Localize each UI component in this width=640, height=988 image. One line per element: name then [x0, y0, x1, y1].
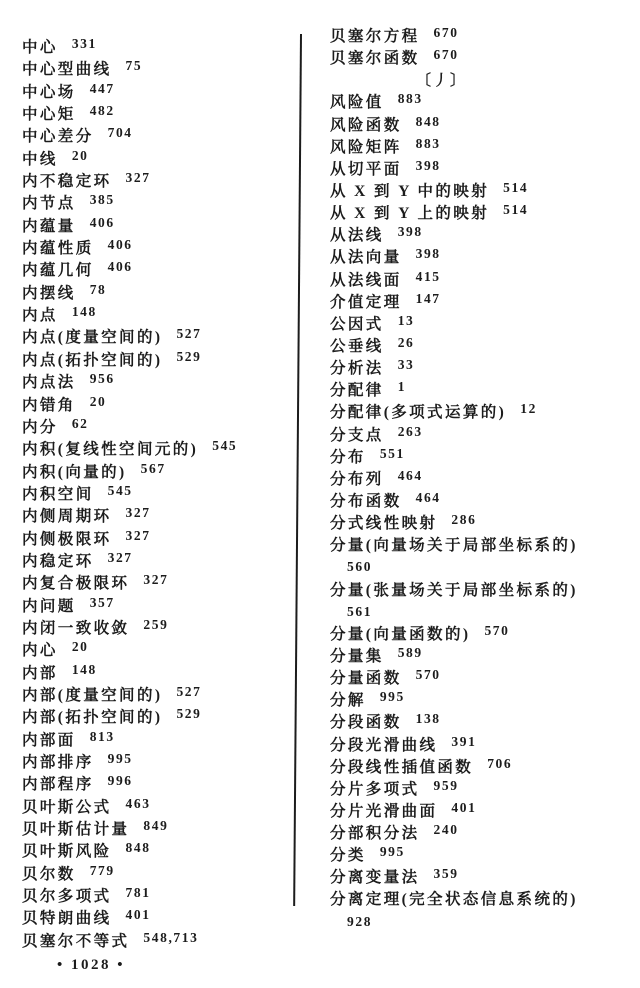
index-entry [330, 580, 634, 602]
entry-page-number: 286 [451, 512, 477, 528]
entry-term: 分布列 [330, 470, 384, 488]
entry-term: 分量函数 [330, 670, 402, 688]
entry-term: 风险值 [330, 94, 384, 112]
entry-page-number: 385 [89, 192, 115, 208]
index-entry [330, 292, 634, 314]
index-entry [22, 372, 298, 394]
index-entry [22, 618, 298, 640]
index-entry [22, 216, 298, 238]
entry-term: 贝塞尔函数 [330, 50, 420, 68]
entry-term: 内部 [22, 664, 58, 682]
entry-page-number: 391 [451, 733, 477, 749]
entry-page-number: 331 [71, 36, 97, 51]
entry-page-number: 327 [107, 549, 133, 565]
entry-term: 内复合极限环 [22, 575, 130, 593]
entry-page-number: 928 [347, 913, 373, 929]
index-entry [22, 663, 298, 685]
index-entry [22, 171, 298, 193]
entry-term: 内部(度量空间的) [22, 686, 163, 704]
entry-page-number: 959 [433, 777, 459, 793]
entry-term: 贝叶斯估计量 [22, 821, 130, 839]
entry-term: 内部排序 [22, 754, 94, 771]
index-entry [330, 270, 634, 292]
entry-term: 中心型曲线 [22, 61, 112, 79]
index-entry [330, 203, 634, 225]
entry-page-number: 148 [71, 661, 97, 677]
entry-term: 内点(度量空间的) [22, 329, 163, 347]
entry-term: 贝特朗曲线 [22, 910, 112, 928]
entry-term: 中心场 [22, 83, 76, 101]
entry-page-number: 514 [503, 202, 529, 218]
entry-term: 内心 [22, 642, 58, 660]
entry-page-number: 670 [433, 47, 459, 63]
entry-term: 贝塞尔不等式 [22, 932, 130, 950]
entry-term: 分段函数 [330, 714, 402, 732]
entry-page-number: 848 [125, 840, 151, 856]
entry-term: 贝叶斯公式 [22, 798, 112, 816]
index-entry [330, 48, 634, 70]
entry-term: 分离变量法 [330, 869, 420, 887]
index-entry [330, 735, 634, 757]
index-entry [330, 115, 634, 137]
entry-term: 内不稳定环 [22, 173, 112, 191]
entry-page-number: 527 [176, 683, 202, 699]
entry-term: 内侧周期环 [22, 508, 112, 526]
index-entry [330, 425, 634, 447]
index-entry [22, 573, 298, 595]
entry-page-number: 995 [107, 751, 133, 766]
entry-page-number: 20 [71, 639, 89, 655]
entry-page-number: 529 [176, 706, 202, 722]
index-entry [330, 26, 634, 48]
index-entry [22, 931, 298, 953]
entry-page-number: 570 [484, 622, 510, 638]
entry-term: 分支点 [330, 426, 384, 444]
entry-term: 分段光滑曲线 [330, 736, 438, 754]
entry-term: 中线 [22, 150, 58, 168]
index-entry [330, 380, 634, 402]
entry-page-number: 561 [347, 603, 373, 619]
entry-term: 内侧极限环 [22, 530, 112, 548]
entry-page-number: 147 [415, 290, 441, 306]
index-entry [330, 845, 634, 867]
index-entry [22, 350, 298, 372]
entry-page-number: 996 [107, 773, 133, 789]
entry-term: 中心矩 [22, 106, 76, 124]
entry-term: 贝塞尔方程 [330, 28, 420, 45]
entry-term: 贝尔数 [22, 865, 76, 883]
entry-term: 公因式 [330, 315, 384, 333]
entry-page-number: 1 [397, 379, 407, 395]
index-entry [330, 336, 634, 358]
entry-page-number: 401 [451, 799, 477, 815]
entry-page-number: 75 [125, 58, 143, 74]
entry-page-number: 259 [143, 616, 169, 632]
entry-page-number: 33 [397, 357, 415, 373]
entry-term: 风险函数 [330, 116, 402, 134]
entry-term: 分式线性映射 [330, 515, 438, 533]
entry-page-number: 327 [125, 527, 151, 543]
index-entry [330, 757, 634, 779]
entry-page-number: 406 [107, 259, 133, 275]
entry-page-number: 327 [125, 505, 151, 521]
entry-term: 分量(张量场关于局部坐标系的) [330, 581, 578, 599]
index-entry [330, 469, 634, 491]
entry-term: 分片光滑曲面 [330, 802, 438, 820]
entry-page-number: 567 [140, 460, 166, 476]
entry-term: 分量(向量场关于局部坐标系的) [330, 537, 578, 555]
entry-term: 内点 [22, 307, 58, 325]
entry-term: 内点(拓扑空间的) [22, 351, 163, 369]
entry-page-number: 359 [433, 866, 459, 882]
index-entry [330, 402, 634, 424]
entry-page-number: 548,713 [143, 929, 199, 945]
entry-page-number: 20 [89, 393, 107, 409]
index-entry [22, 193, 298, 215]
entry-page-number: 327 [125, 170, 151, 186]
entry-page-number: 514 [503, 179, 529, 195]
entry-term: 内部面 [22, 731, 76, 749]
index-entry [330, 535, 634, 557]
index-entry [22, 462, 298, 484]
entry-page-number: 883 [397, 91, 423, 107]
index-entry [22, 283, 298, 305]
index-entry [22, 395, 298, 417]
index-entry [330, 867, 634, 889]
entry-term: 分解 [330, 692, 366, 710]
entry-term: 从切平面 [330, 160, 402, 178]
entry-term: 分量集 [330, 647, 384, 665]
index-entry [330, 712, 634, 734]
entry-page-number: 779 [89, 862, 115, 878]
index-entry [22, 238, 298, 260]
entry-term: 内问题 [22, 597, 76, 615]
entry-term: 从法线面 [330, 271, 402, 289]
index-entry [330, 491, 634, 513]
index-entry [22, 82, 298, 104]
section-label: 〔丿〕 [416, 73, 468, 90]
entry-page-number: 464 [415, 489, 441, 505]
entry-term: 从法向量 [330, 249, 402, 267]
entry-term: 分配律(多项式运算的) [330, 404, 507, 422]
entry-term: 内闭一致收敛 [22, 619, 130, 637]
index-entry [22, 327, 298, 349]
entry-page-number: 883 [415, 135, 441, 151]
entry-term: 公垂线 [330, 337, 384, 355]
index-entry [22, 104, 298, 126]
entry-page-number: 398 [415, 246, 441, 262]
index-entry-continuation [330, 557, 634, 579]
index-entry [22, 37, 298, 59]
entry-page-number: 545 [212, 438, 238, 454]
entry-term: 内积空间 [22, 485, 94, 503]
entry-page-number: 589 [397, 644, 423, 660]
entry-term: 分离定理(完全状态信息系统的) [330, 891, 578, 909]
entry-page-number: 956 [89, 371, 115, 387]
entry-term: 分类 [330, 847, 366, 865]
entry-page-number: 551 [379, 445, 405, 461]
entry-term: 内节点 [22, 195, 76, 213]
entry-page-number: 781 [125, 885, 151, 901]
index-entry [330, 92, 634, 114]
entry-term: 中心 [22, 39, 58, 56]
index-entry [22, 730, 298, 752]
entry-term: 分布 [330, 448, 366, 466]
entry-page-number: 406 [89, 214, 115, 230]
index-entry [22, 707, 298, 729]
index-entry [22, 752, 298, 774]
page-number-footer: • 1028 • [57, 957, 126, 973]
index-entry [330, 225, 634, 247]
entry-term: 风险矩阵 [330, 138, 402, 156]
entry-page-number: 12 [520, 401, 537, 417]
entry-page-number: 464 [397, 467, 423, 483]
entry-page-number: 527 [176, 326, 202, 342]
entry-page-number: 995 [379, 689, 405, 705]
entry-term: 从 X 到 Y 中的映射 [330, 182, 490, 200]
index-entry [22, 685, 298, 707]
entry-term: 分片多项式 [330, 780, 420, 798]
entry-term: 内蕴量 [22, 217, 76, 235]
entry-page-number: 482 [89, 103, 115, 119]
section-header [330, 70, 634, 92]
entry-page-number: 995 [379, 844, 405, 860]
entry-page-number: 78 [89, 281, 107, 297]
index-entry [22, 529, 298, 551]
entry-page-number: 849 [143, 818, 169, 834]
index-column-right [330, 26, 634, 934]
index-entry [330, 513, 634, 535]
entry-term: 内分 [22, 418, 58, 436]
index-entry [330, 137, 634, 159]
entry-term: 内摆线 [22, 284, 76, 302]
index-entry [330, 801, 634, 823]
index-entry [330, 181, 634, 203]
index-entry [330, 779, 634, 801]
entry-page-number: 62 [71, 415, 89, 431]
index-entry [330, 159, 634, 181]
index-entry [22, 484, 298, 506]
entry-page-number: 813 [89, 728, 115, 744]
entry-term: 分布函数 [330, 492, 402, 510]
entry-term: 内积(复线性空间元的) [22, 441, 199, 459]
entry-page-number: 138 [415, 711, 441, 727]
entry-page-number: 706 [487, 755, 513, 771]
entry-page-number: 545 [107, 482, 133, 498]
index-entry [22, 59, 298, 81]
index-entry [22, 774, 298, 796]
index-entry [330, 690, 634, 712]
entry-term: 内部程序 [22, 776, 94, 794]
index-entry [330, 624, 634, 646]
entry-term: 分析法 [330, 360, 384, 378]
entry-page-number: 670 [433, 25, 459, 40]
index-entry [330, 646, 634, 668]
index-entry-continuation [330, 912, 634, 934]
entry-term: 中心差分 [22, 128, 94, 146]
index-entry [22, 126, 298, 148]
entry-page-number: 26 [397, 334, 415, 350]
entry-page-number: 463 [125, 795, 151, 811]
entry-term: 内点法 [22, 374, 76, 392]
entry-page-number: 263 [397, 423, 423, 439]
index-entry [22, 886, 298, 908]
entry-term: 从 X 到 Y 上的映射 [330, 205, 490, 223]
entry-page-number: 357 [89, 594, 115, 610]
entry-page-number: 148 [71, 304, 97, 320]
index-entry [330, 447, 634, 469]
entry-term: 贝叶斯风险 [22, 843, 112, 861]
index-entry [22, 864, 298, 886]
entry-page-number: 20 [71, 147, 89, 163]
entry-page-number: 327 [143, 572, 169, 588]
entry-page-number: 529 [176, 348, 202, 364]
entry-page-number: 560 [347, 559, 373, 575]
entry-page-number: 401 [125, 907, 151, 923]
entry-term: 内稳定环 [22, 552, 94, 570]
entry-page-number: 398 [397, 224, 423, 240]
entry-page-number: 447 [89, 80, 115, 96]
index-entry [22, 819, 298, 841]
entry-page-number: 848 [415, 113, 441, 129]
index-entry [330, 668, 634, 690]
entry-page-number: 704 [107, 125, 133, 141]
index-entry [22, 841, 298, 863]
entry-term: 内部(拓扑空间的) [22, 709, 163, 727]
entry-term: 内蕴性质 [22, 240, 94, 258]
entry-term: 内错角 [22, 396, 76, 414]
index-column-left [22, 37, 298, 953]
index-entry [22, 640, 298, 662]
index-entry-continuation [330, 602, 634, 624]
index-entry [22, 417, 298, 439]
index-entry [330, 889, 634, 911]
index-entry [22, 149, 298, 171]
entry-term: 内积(向量的) [22, 463, 127, 481]
entry-term: 内蕴几何 [22, 262, 94, 280]
entry-term: 分配律 [330, 382, 384, 400]
index-entry [22, 506, 298, 528]
entry-page-number: 398 [415, 157, 441, 173]
entry-page-number: 406 [107, 237, 133, 253]
index-entry [22, 260, 298, 282]
index-entry [330, 314, 634, 336]
index-entry [330, 247, 634, 269]
index-entry [22, 305, 298, 327]
entry-page-number: 13 [397, 312, 415, 328]
entry-term: 分量(向量函数的) [330, 625, 471, 643]
entry-term: 分段线性插值函数 [330, 758, 474, 776]
index-entry [330, 358, 634, 380]
entry-term: 贝尔多项式 [22, 888, 112, 906]
entry-page-number: 240 [433, 822, 459, 838]
entry-term: 从法线 [330, 227, 384, 245]
entry-page-number: 570 [415, 667, 441, 683]
entry-page-number: 415 [415, 268, 441, 284]
index-entry [330, 823, 634, 845]
entry-term: 介值定理 [330, 293, 402, 311]
entry-term: 分部积分法 [330, 825, 420, 843]
